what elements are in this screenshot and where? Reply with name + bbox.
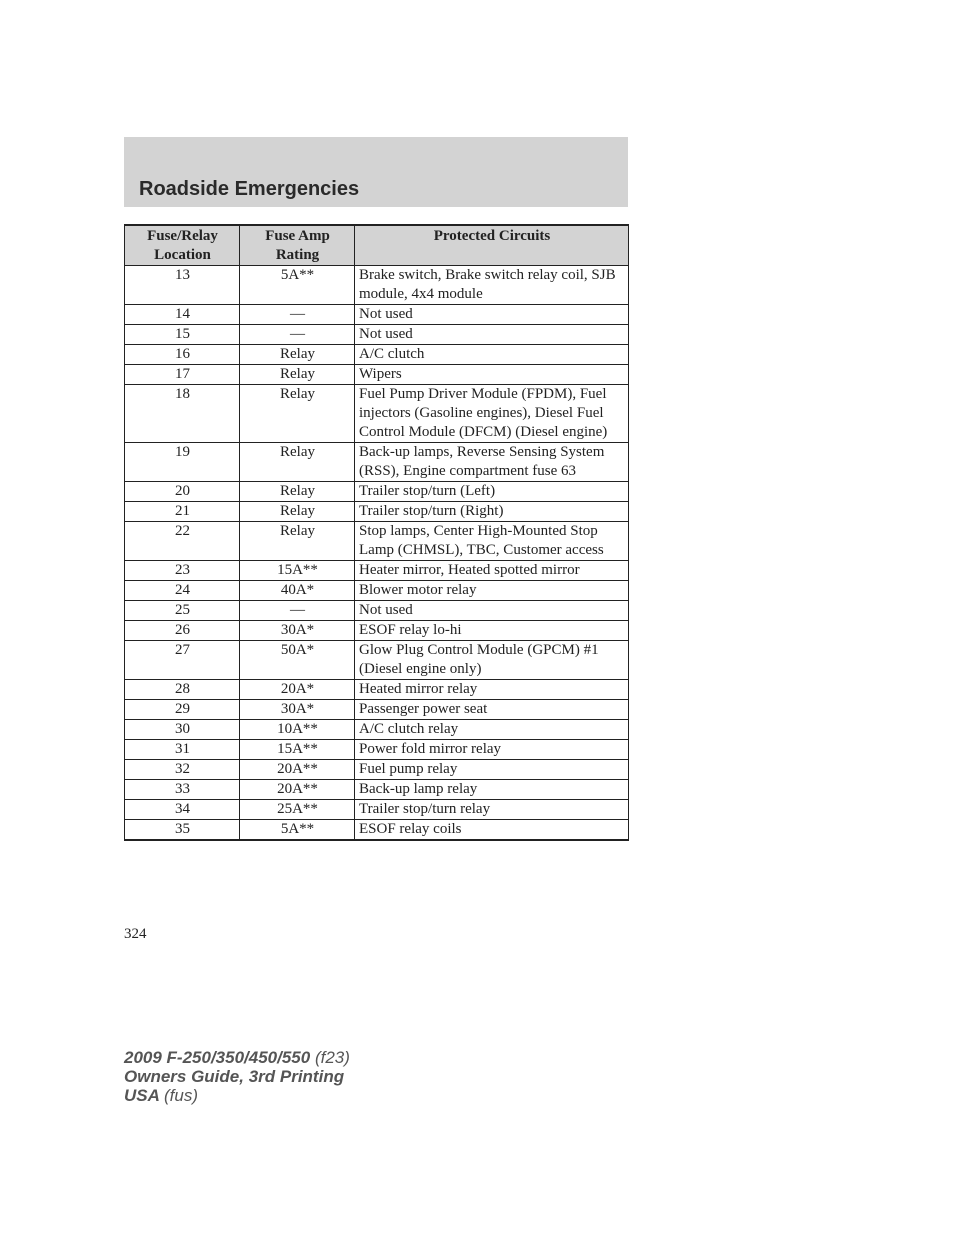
amp-rating-cell: 30A*: [240, 700, 355, 720]
fuse-location-cell: 23: [125, 561, 240, 581]
fuse-location-cell: 35: [125, 820, 240, 841]
amp-rating-cell: 50A*: [240, 641, 355, 680]
amp-rating-cell: —: [240, 601, 355, 621]
protected-circuits-cell: Wipers: [355, 365, 629, 385]
section-title: Roadside Emergencies: [139, 178, 360, 200]
protected-circuits-cell: Not used: [355, 325, 629, 345]
amp-rating-cell: —: [240, 305, 355, 325]
amp-rating-cell: 30A*: [240, 621, 355, 641]
fuse-location-cell: 14: [125, 305, 240, 325]
fuse-location-cell: 22: [125, 522, 240, 561]
amp-rating-cell: 5A**: [240, 820, 355, 841]
protected-circuits-cell: Stop lamps, Center High-Mounted Stop Lamp (CHMSL), TBC, Customer access: [355, 522, 629, 561]
table-row: [125, 720, 629, 740]
table-row: [125, 345, 629, 365]
table-row: [125, 680, 629, 700]
table-row: [125, 365, 629, 385]
table-row: [125, 581, 629, 601]
page-number: 324: [124, 926, 147, 942]
protected-circuits-cell: A/C clutch: [355, 345, 629, 365]
fuse-location-cell: 21: [125, 502, 240, 522]
protected-circuits-cell: Trailer stop/turn (Right): [355, 502, 629, 522]
amp-rating-cell: Relay: [240, 482, 355, 502]
fuse-location-cell: 29: [125, 700, 240, 720]
amp-rating-cell: Relay: [240, 522, 355, 561]
fuse-location-cell: 24: [125, 581, 240, 601]
fuse-location-cell: 18: [125, 385, 240, 443]
protected-circuits-cell: Fuel Pump Driver Module (FPDM), Fuel injectors (Gasoline engines), Diesel Fuel Control Module (DFCM) (Diesel engine): [355, 385, 629, 443]
fuse-location-cell: 31: [125, 740, 240, 760]
protected-circuits-cell: Blower motor relay: [355, 581, 629, 601]
fuse-table-body: [125, 266, 629, 841]
fuse-location-cell: 20: [125, 482, 240, 502]
footer-guide: Owners Guide, 3rd Printing: [124, 1067, 345, 1086]
header-fuse-amp-rating: Fuse Amp Rating: [240, 225, 355, 266]
amp-rating-cell: Relay: [240, 443, 355, 482]
amp-rating-cell: Relay: [240, 502, 355, 522]
fuse-location-cell: 13: [125, 266, 240, 305]
fuse-location-cell: 28: [125, 680, 240, 700]
table-row: [125, 740, 629, 760]
fuse-location-cell: 15: [125, 325, 240, 345]
fuse-location-cell: 33: [125, 780, 240, 800]
protected-circuits-cell: Trailer stop/turn (Left): [355, 482, 629, 502]
footer-model-code: (f23): [314, 1048, 350, 1067]
table-header-row: [125, 225, 629, 266]
table-row: [125, 760, 629, 780]
amp-rating-cell: 20A**: [240, 760, 355, 780]
fuse-table: [124, 224, 629, 841]
fuse-location-cell: 34: [125, 800, 240, 820]
fuse-location-cell: 25: [125, 601, 240, 621]
table-row: [125, 325, 629, 345]
table-row: [125, 522, 629, 561]
amp-rating-cell: Relay: [240, 385, 355, 443]
table-row: [125, 561, 629, 581]
amp-rating-cell: 15A**: [240, 561, 355, 581]
fuse-location-cell: 32: [125, 760, 240, 780]
table-row: [125, 266, 629, 305]
protected-circuits-cell: Heater mirror, Heated spotted mirror: [355, 561, 629, 581]
header-protected-circuits: Protected Circuits: [355, 225, 629, 266]
fuse-location-cell: 27: [125, 641, 240, 680]
footer-line-market: [124, 1086, 350, 1105]
table-row: [125, 700, 629, 720]
footer-line-model: [124, 1048, 350, 1067]
table-row: [125, 800, 629, 820]
protected-circuits-cell: Power fold mirror relay: [355, 740, 629, 760]
amp-rating-cell: 20A**: [240, 780, 355, 800]
amp-rating-cell: 25A**: [240, 800, 355, 820]
header-fuse-relay-location: Fuse/Relay Location: [125, 225, 240, 266]
protected-circuits-cell: Passenger power seat: [355, 700, 629, 720]
protected-circuits-cell: Heated mirror relay: [355, 680, 629, 700]
fuse-location-cell: 19: [125, 443, 240, 482]
amp-rating-cell: Relay: [240, 345, 355, 365]
table-row: [125, 502, 629, 522]
fuse-location-cell: 17: [125, 365, 240, 385]
fuse-location-cell: 30: [125, 720, 240, 740]
table-row: [125, 621, 629, 641]
fuse-location-cell: 26: [125, 621, 240, 641]
amp-rating-cell: 40A*: [240, 581, 355, 601]
amp-rating-cell: 20A*: [240, 680, 355, 700]
protected-circuits-cell: Trailer stop/turn relay: [355, 800, 629, 820]
amp-rating-cell: —: [240, 325, 355, 345]
table-row: [125, 443, 629, 482]
amp-rating-cell: Relay: [240, 365, 355, 385]
table-row: [125, 601, 629, 621]
table-row: [125, 305, 629, 325]
protected-circuits-cell: Brake switch, Brake switch relay coil, SJB module, 4x4 module: [355, 266, 629, 305]
footer-market-code: (fus): [164, 1086, 198, 1105]
footer-model: 2009 F-250/350/450/550: [124, 1048, 311, 1067]
table-row: [125, 820, 629, 841]
footer-publication-info: [124, 1048, 350, 1105]
table-row: [125, 641, 629, 680]
protected-circuits-cell: Fuel pump relay: [355, 760, 629, 780]
amp-rating-cell: 10A**: [240, 720, 355, 740]
protected-circuits-cell: Not used: [355, 601, 629, 621]
protected-circuits-cell: ESOF relay coils: [355, 820, 629, 841]
protected-circuits-cell: Glow Plug Control Module (GPCM) #1 (Diesel engine only): [355, 641, 629, 680]
fuse-location-cell: 16: [125, 345, 240, 365]
section-header-band: [124, 137, 628, 207]
table-row: [125, 482, 629, 502]
protected-circuits-cell: A/C clutch relay: [355, 720, 629, 740]
table-row: [125, 385, 629, 443]
footer-market: USA: [124, 1086, 160, 1105]
protected-circuits-cell: Back-up lamp relay: [355, 780, 629, 800]
table-row: [125, 780, 629, 800]
amp-rating-cell: 15A**: [240, 740, 355, 760]
protected-circuits-cell: Not used: [355, 305, 629, 325]
protected-circuits-cell: Back-up lamps, Reverse Sensing System (RSS), Engine compartment fuse 63: [355, 443, 629, 482]
amp-rating-cell: 5A**: [240, 266, 355, 305]
protected-circuits-cell: ESOF relay lo-hi: [355, 621, 629, 641]
